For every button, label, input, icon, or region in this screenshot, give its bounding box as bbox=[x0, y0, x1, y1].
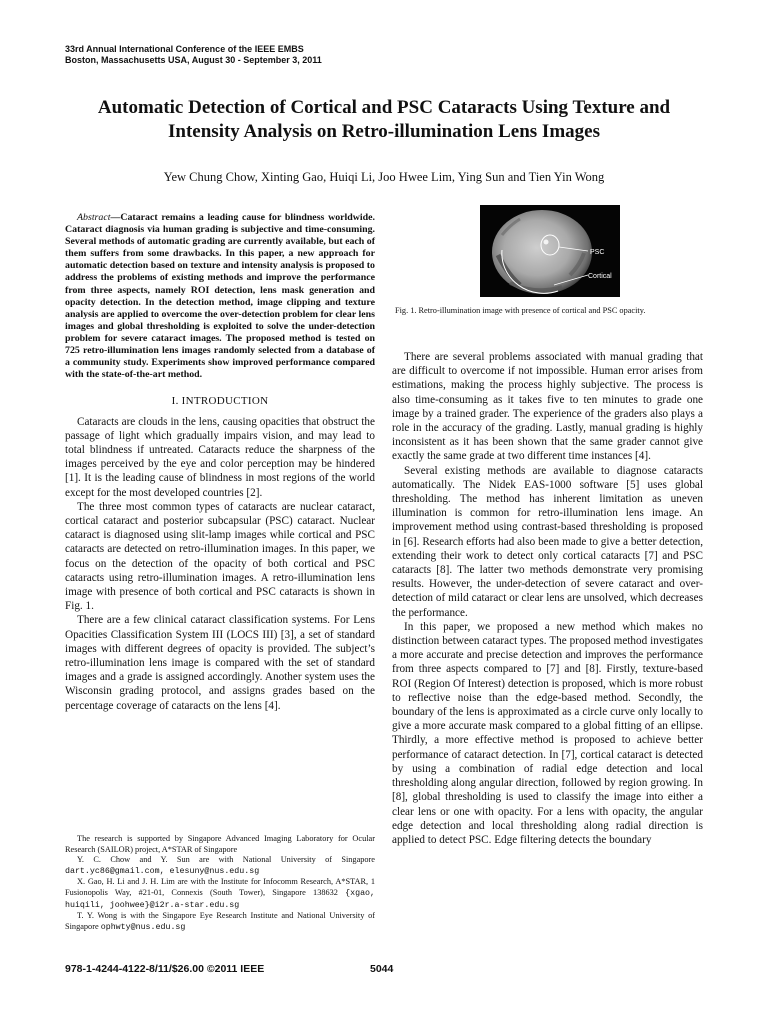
figure-1-lens-image bbox=[480, 205, 620, 297]
paper-title-line2: Intensity Analysis on Retro-illumination Lens Images bbox=[168, 121, 600, 142]
paper-title-line1: Automatic Detection of Cortical and PSC Cataracts Using Texture and bbox=[97, 97, 671, 118]
right-column bbox=[392, 350, 703, 847]
left-column bbox=[65, 212, 375, 713]
footnote-affiliation-text: Y. C. Chow and Y. Sun are with National University of Singapore bbox=[77, 855, 375, 865]
section-heading-introduction: I. INTRODUCTION bbox=[171, 395, 269, 408]
body-paragraph: Several existing methods are available to diagnose cataracts automatically. The Nidek EAS-1000 software [5] uses global thresholding. The method has inherent limitation as uneven illumination is common for retro-illumination lens image. An improvement method using contrast-based thresholding is proposed in [6]. Research efforts had also been made to give a better detection, extending their work to detect only cortical cataracts [7] and PSC cataracts [8]. The latter two methods demonstrate very promising results. However, the under-detection of severe cataract and over-detection of mild cataract or clear lens are unsolved, which decreases the performance. bbox=[392, 464, 703, 619]
footnotes bbox=[65, 834, 375, 933]
isbn-copyright: 978-1-4244-4122-8/11/$26.00 ©2011 IEEE bbox=[65, 963, 265, 975]
paper-title bbox=[40, 96, 728, 144]
intro-paragraph: There are a few clinical cataract classification systems. For Lens Opacities Classification System III (LOCS III) [3], a set of standard images with different degrees of opacity is provided. The subject’s retro-illumination lens image is compared with the set of standard images and a grade is assigned accordingly. Another system uses the Wisconsin grading protocol, and assigns grades based on the percentage coverage of cataracts on the lens [4]. bbox=[65, 614, 375, 712]
body-paragraph: In this paper, we proposed a new method which makes no distinction between cataract types. The proposed method investigates a more accurate and precise detection and improves the performance from three aspects compared to [7] and [8]. Firstly, texture-based ROI (Region Of Interest) detection is proposed, which is more robust to reflective noise than the edge-based method. Secondly, the boundary of the lens is approximated as a circle curve only locally to give a more accurate mask compared to a global fitting of an ellipse. Thirdly, a more effective method is proposed to achieve better performance of cataract detection. In [7], cortical cataract is detected by using a combination of radial edge detection and local thresholding along angular direction, followed by region growing. In [8], global thresholding is used to classify the image into either a clear lens or one with opacity. For a lens with opacity, the angular edge detection and local thresholding along radial direction is applied to detect PSC. Edge filtering detects the boundary bbox=[392, 620, 703, 846]
abstract-label: Abstract bbox=[77, 212, 111, 223]
footnote-email: dart.yc86@gmail.com, elesuny@nus.edu.sg bbox=[65, 866, 260, 876]
psc-label: PSC bbox=[590, 249, 605, 256]
page-number: 5044 bbox=[370, 963, 394, 975]
footnote-affiliation-text: X. Gao, H. Li and J. H. Lim are with the Institute for Infocomm Research, A*STAR, 1 Fusionopolis Way, #21-01, Connexis (South Tower), Singapore 138632 bbox=[65, 877, 375, 897]
footnote-affiliation bbox=[65, 877, 375, 911]
lens-disc bbox=[492, 210, 592, 294]
conference-header bbox=[65, 44, 322, 66]
conference-location: Boston, Massachusetts USA, August 30 - September 3, 2011 bbox=[65, 55, 322, 65]
body-paragraph: There are several problems associated with manual grading that are difficult to overcome if not impossible. Human error arises from estimations, making the process highly subjective. The process is also time-consuming as it takes five to ten minutes to grade one image by a trained grader. The experience of the graders also plays a role in the accuracy of the grading. Lastly, manual grading is highly inconsistent as it has been shown that the same grader cannot give exactly the same grade at two different time instances [4]. bbox=[392, 351, 703, 463]
intro-paragraph: The three most common types of cataracts are nuclear cataract, cortical cataract and posterior subcapsular (PSC) cataract. Nuclear cataract is diagnosed using slit-lamp images while cortical and PSC cataracts are detected on retro-illumination images. In this paper, we focus on the detection of the opacity of both cortical and PSC cataracts using retro-illumination images. A retro-illumination lens image with presence of both cortical and PSC cataracts is shown in Fig. 1. bbox=[65, 500, 375, 613]
intro-paragraph: Cataracts are clouds in the lens, causing opacities that obstruct the passage of light which gradually impairs vision, and may lead to total blindness if untreated. Cataracts reduce the sharpness of the images perceived by the eye and color perception may be hindered [1]. It is the leading cause of blindness in most regions of the world except for the most developed countries [2]. bbox=[65, 415, 375, 499]
abstract-dash: — bbox=[110, 212, 121, 223]
footnote-affiliation bbox=[65, 911, 375, 933]
abstract-text: Cataract remains a leading cause for blindness worldwide. Cataract diagnosis via human grading is subjective and time-consuming. Several methods of automatic grading are currently available, but each of them suffers from some drawbacks. In this paper, a new approach for automatic detection based on texture and intensity analysis is proposed to address the problems of existing methods and improve the performance from three aspects, namely ROI detection, lens mask generation and opacity detection. In the detection method, image clipping and texture analysis are applied to overcome the over-detection problem for clear lens images and global thresholding is exploited to solve the under-detection problem for severe cataract images. The proposed method is tested on 725 retro-illumination lens images randomly selected from a database of a community study. Experiments show improved performance compared with the state-of-the-art method. bbox=[65, 212, 375, 381]
footnote-email: ophwty@nus.edu.sg bbox=[100, 922, 186, 932]
footnote-funding: The research is supported by Singapore Advanced Imaging Laboratory for Ocular Research (SAILOR) project, A*STAR of Singapore bbox=[65, 834, 375, 854]
lens-image-graphic bbox=[480, 205, 620, 297]
cortical-label: Cortical bbox=[588, 273, 612, 280]
conference-name: 33rd Annual International Conference of the IEEE EMBS bbox=[65, 44, 304, 54]
footnote-email: {xgao, huiqili, joohwee}@i2r.a-star.edu.sg bbox=[65, 888, 376, 910]
author-list: Yew Chung Chow, Xinting Gao, Huiqi Li, Joo Hwee Lim, Ying Sun and Tien Yin Wong bbox=[163, 170, 605, 184]
footnote-affiliation-text: T. Y. Wong is with the Singapore Eye Research Institute and National University of Singapore bbox=[65, 911, 375, 931]
figure-1-caption: Fig. 1. Retro-illumination image with presence of cortical and PSC opacity. bbox=[395, 306, 646, 315]
abstract bbox=[65, 212, 375, 381]
footnote-affiliation bbox=[65, 855, 375, 877]
